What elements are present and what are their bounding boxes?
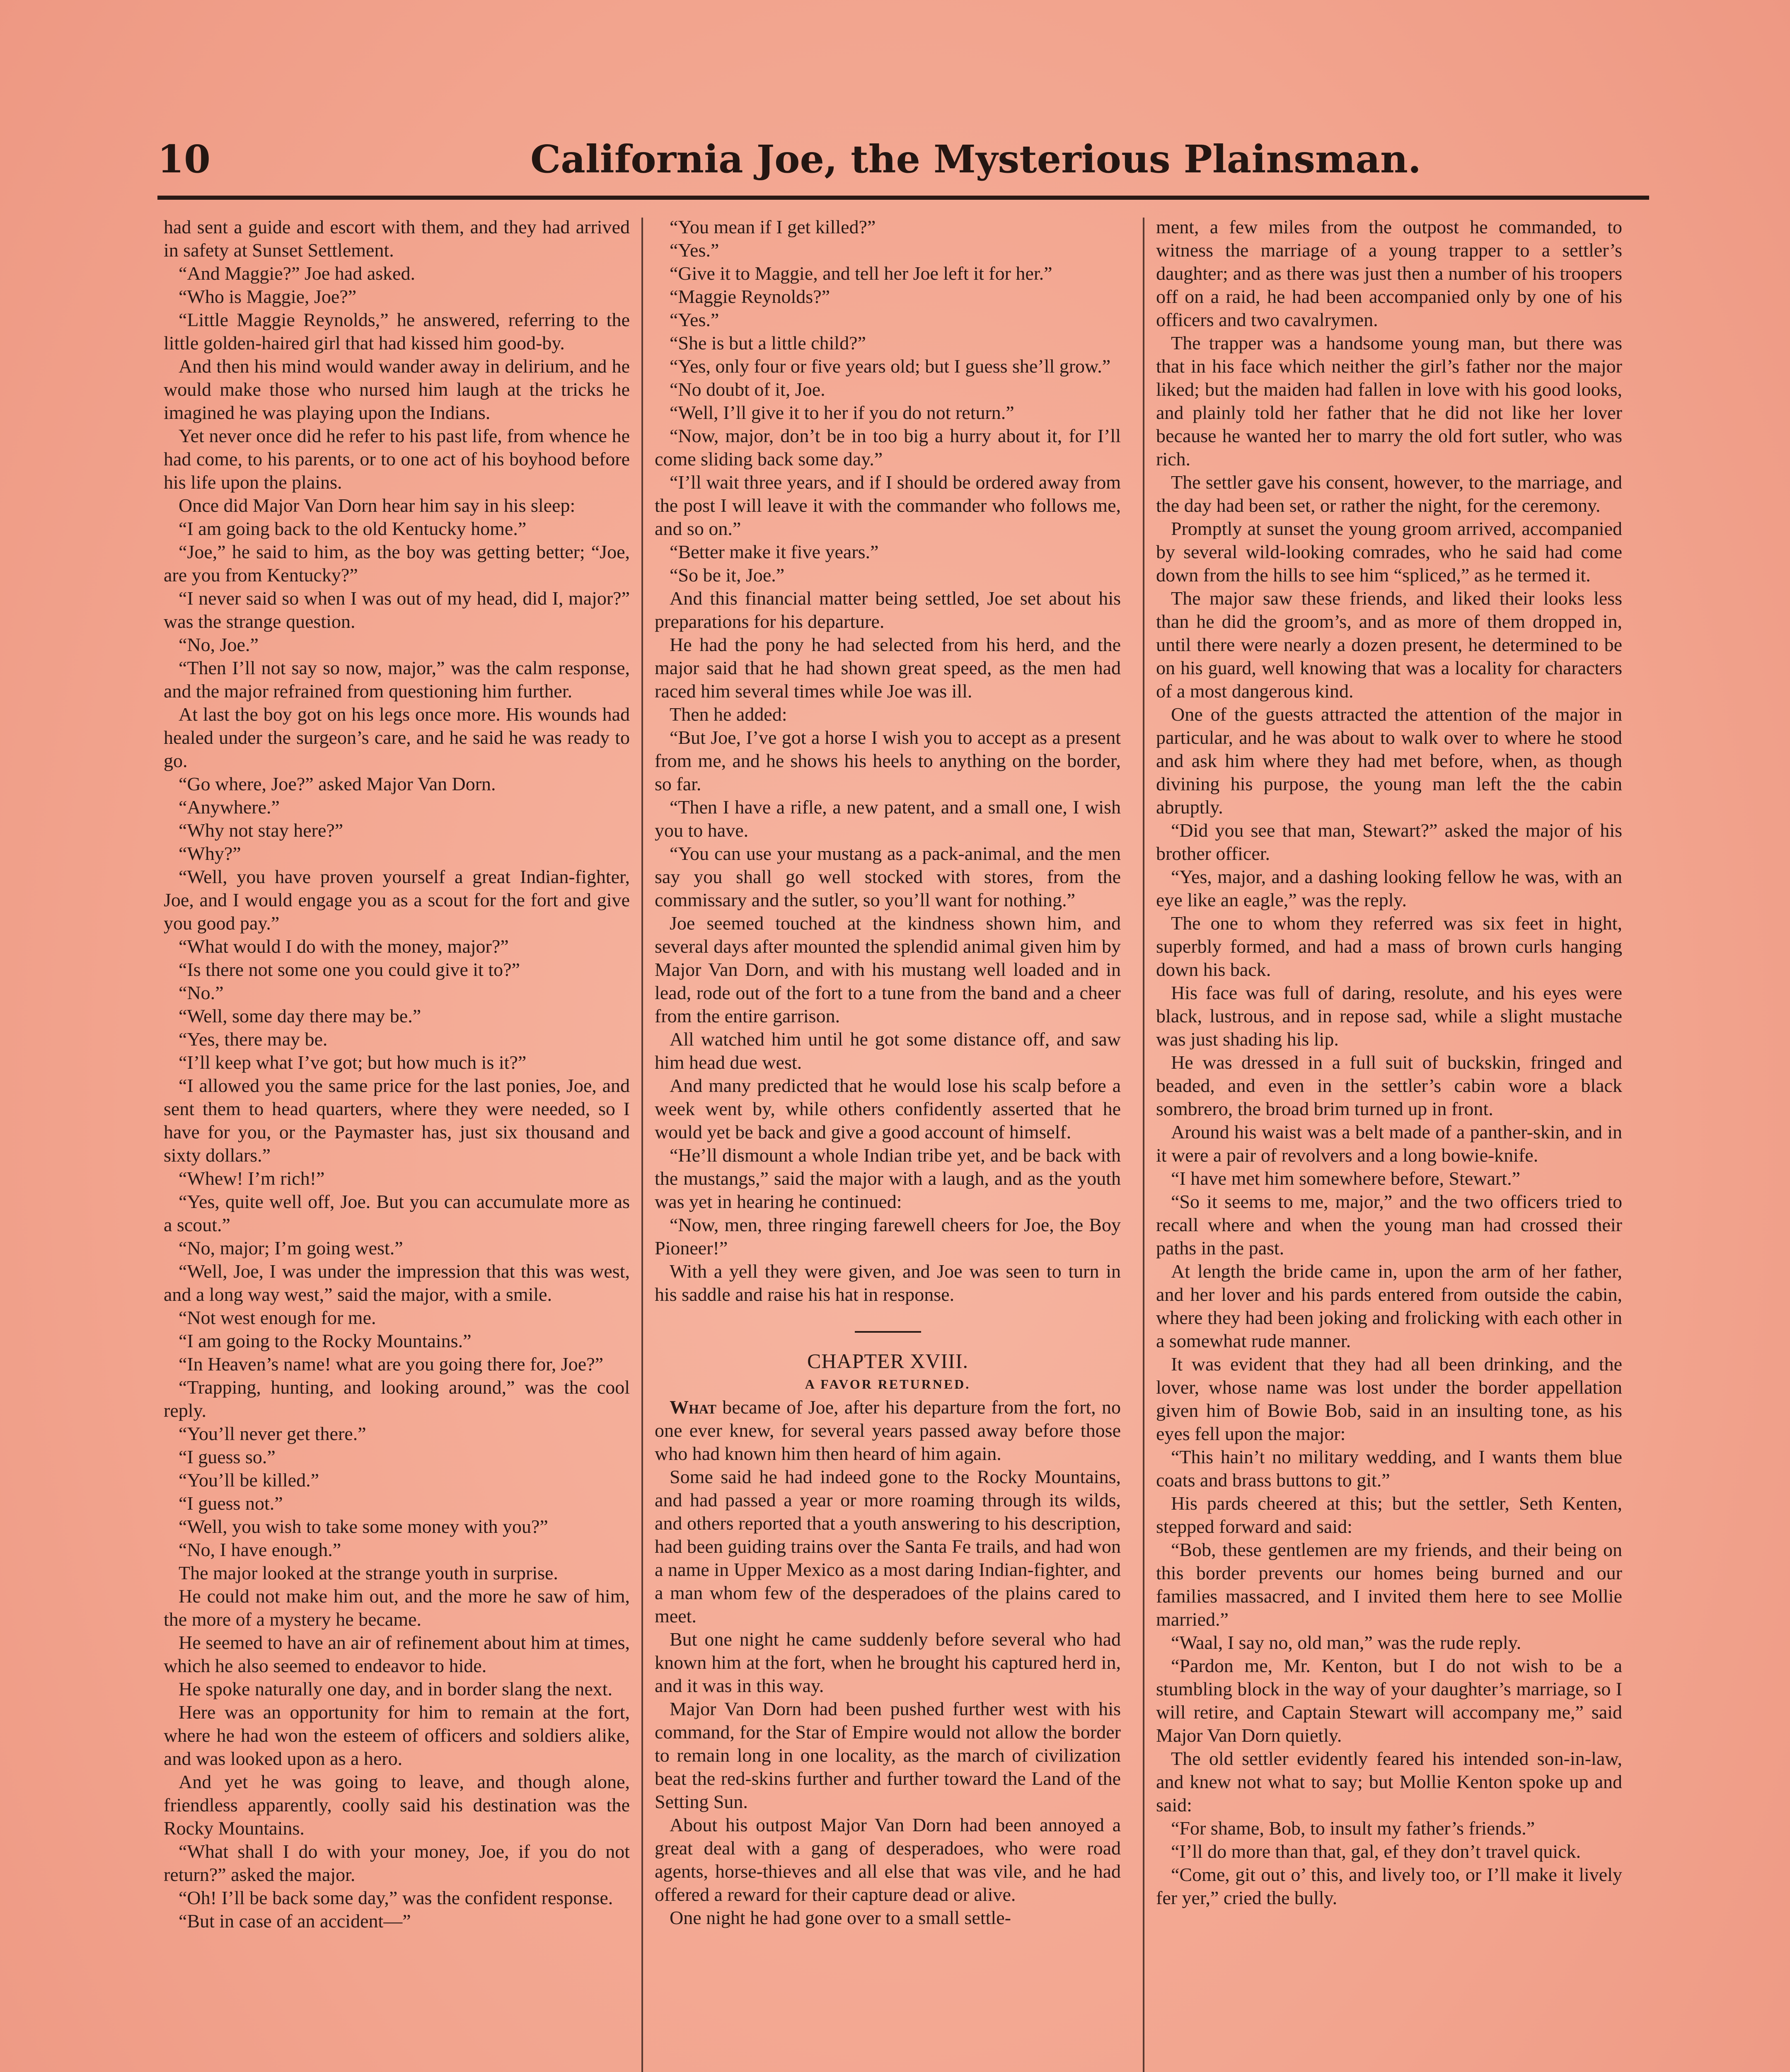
column-divider bbox=[641, 218, 643, 2072]
paragraph: “But Joe, I’ve got a horse I wish you to accept as a present from me, and he shows his heels to anything on the border, so far. bbox=[655, 727, 1121, 794]
paragraph: “Whew! I’m rich!” bbox=[179, 1168, 325, 1189]
header-rule bbox=[157, 196, 1649, 200]
paragraph: “For shame, Bob, to insult my father’s friends.” bbox=[1171, 1818, 1535, 1839]
paragraph: “This hain’t no military wedding, and I wants them blue coats and brass buttons to git.” bbox=[1156, 1446, 1622, 1491]
paragraph: “No.” bbox=[179, 982, 224, 1003]
text-column-3 bbox=[1156, 215, 1622, 2072]
paragraph: He could not make him out, and the more he saw of him, the more of a mystery he became. bbox=[164, 1585, 630, 1630]
paragraph: Once did Major Van Dorn hear him say in his sleep: bbox=[179, 495, 576, 516]
paragraph: had sent a guide and escort with them, and they had arrived in safety at Sunset Settlement. bbox=[164, 216, 630, 261]
paragraph: Here was an opportunity for him to remain at the fort, where he had won the esteem of officers and soldiers alike, and was looked upon as a hero. bbox=[164, 1702, 630, 1769]
paragraph: “Better make it five years.” bbox=[670, 541, 879, 562]
paragraph: “Little Maggie Reynolds,” he answered, referring to the little golden-haired girl that had kissed him good-by. bbox=[164, 309, 630, 353]
paragraph: “He’ll dismount a whole Indian tribe yet, and be back with the mustangs,” said the major with a laugh, and as the youth was yet in hearing he continued: bbox=[655, 1145, 1121, 1212]
paragraph: “Bob, these gentlemen are my friends, and their being on this border prevents our homes being burned and our families massacred, and I invited them here to see Mollie married.” bbox=[1156, 1539, 1622, 1630]
text-column-2 bbox=[655, 215, 1121, 2072]
paragraph: “Well, some day there may be.” bbox=[179, 1005, 421, 1026]
paragraph: “Yes, major, and a dashing looking fellow he was, with an eye like an eagle,” was the reply. bbox=[1156, 866, 1622, 910]
paragraph: With a yell they were given, and Joe was seen to turn in his saddle and raise his hat in response. bbox=[655, 1261, 1121, 1305]
paragraph: “You can use your mustang as a pack-animal, and the men say you shall go well stocked with stores, from the commissary and the sutler, so you’ll want for nothing.” bbox=[655, 843, 1121, 910]
paragraph: One night he had gone over to a small settle- bbox=[670, 1907, 1011, 1928]
paragraph: “I have met him somewhere before, Stewart.” bbox=[1171, 1168, 1520, 1189]
paragraph: “Why?” bbox=[179, 843, 241, 864]
paragraph: “Go where, Joe?” asked Major Van Dorn. bbox=[179, 773, 496, 794]
paragraph: “No doubt of it, Joe. bbox=[670, 379, 825, 400]
paragraph: “I never said so when I was out of my head, did I, major?” was the strange question. bbox=[164, 588, 630, 632]
paragraph: “No, Joe.” bbox=[179, 634, 259, 655]
paragraph: “Is there not some one you could give it to?” bbox=[179, 959, 520, 980]
paragraph: Yet never once did he refer to his past life, from whence he had come, to his parents, or to one act of his boyhood before his life upon the plains. bbox=[164, 425, 630, 493]
page-number: 10 bbox=[157, 137, 211, 182]
paragraph: Joe seemed touched at the kindness shown him, and several days after mounted the splendid animal given him by Major Van Dorn, and with his mustang well loaded and in lead, rode out of the fort to a tune from the band and a cheer from the entire garrison. bbox=[655, 913, 1121, 1026]
running-title: California Joe, the Mysterious Plainsman. bbox=[530, 137, 1421, 182]
lead-rest: became of Joe, after his departure from the fort, no one ever knew, for several years passed away before those who had known him then heard of him again. bbox=[655, 1397, 1121, 1464]
paragraph: “So it seems to me, major,” and the two officers tried to recall where and when the young man had crossed their paths in the past. bbox=[1156, 1191, 1622, 1259]
paragraph: “In Heaven’s name! what are you going there for, Joe?” bbox=[179, 1353, 604, 1375]
paragraph: And many predicted that he would lose his scalp before a week went by, while others confidently asserted that he would yet be back and give a good account of himself. bbox=[655, 1075, 1121, 1143]
paragraph: “And Maggie?” Joe had asked. bbox=[179, 263, 415, 284]
paragraph: “I’ll do more than that, gal, ef they don’t travel quick. bbox=[1171, 1841, 1581, 1862]
paragraph: And yet he was going to leave, and though alone, friendless apparently, coolly said his destination was the Rocky Mountains. bbox=[164, 1771, 630, 1839]
paragraph: “Trapping, hunting, and looking around,” was the cool reply. bbox=[164, 1377, 630, 1421]
paragraph: Then he added: bbox=[670, 704, 787, 725]
paragraph: “No, major; I’m going west.” bbox=[179, 1237, 403, 1259]
chapter-subheading: A FAVOR RETURNED. bbox=[805, 1377, 971, 1392]
paragraph: “Yes, only four or five years old; but I guess she’ll grow.” bbox=[670, 356, 1111, 377]
paragraph: “I’ll keep what I’ve got; but how much is it?” bbox=[179, 1052, 527, 1073]
paragraph: It was evident that they had all been drinking, and the lover, whose name was lost under the border appellation given him of Bowie Bob, said in an insulting tone, as his eyes fell upon the major: bbox=[1156, 1353, 1622, 1444]
paragraph: At last the boy got on his legs once more. His wounds had healed under the surgeon’s care, and he said he was ready to go. bbox=[164, 704, 630, 771]
paragraph: “Yes, there may be. bbox=[179, 1029, 328, 1050]
paragraph: The old settler evidently feared his intended son-in-law, and knew not what to say; but Mollie Kenton spoke up and said: bbox=[1156, 1748, 1622, 1815]
paragraph: He spoke naturally one day, and in border slang the next. bbox=[179, 1678, 613, 1699]
paragraph: “Anywhere.” bbox=[179, 796, 280, 818]
paragraph: “What shall I do with your money, Joe, if you do not return?” asked the major. bbox=[164, 1841, 630, 1885]
paragraph: He had the pony he had selected from his herd, and the major said that he had shown great speed, as the men had raced him several times while Joe was ill. bbox=[655, 634, 1121, 702]
paragraph: He was dressed in a full suit of buckskin, fringed and beaded, and even in the settler’s cabin wore a black sombrero, the broad brim turned up in front. bbox=[1156, 1052, 1622, 1119]
paragraph: The settler gave his consent, however, to the marriage, and the day had been set, or rather the night, for the ceremony. bbox=[1156, 472, 1622, 516]
column-divider bbox=[1143, 218, 1144, 2072]
paragraph: The trapper was a handsome young man, but there was that in his face which neither the girl’s father nor the major liked; but the maiden had fallen in love with his good looks, and plainly told her father that he did not like her lover because he wanted her to marry the old fort sutler, who was rich. bbox=[1156, 332, 1622, 470]
paragraph: “Maggie Reynolds?” bbox=[670, 286, 830, 307]
paragraph: “I allowed you the same price for the last ponies, Joe, and sent them to head quarters, where they were needed, so I have for you, or the Paymaster has, just six thousand and sixty dollars.” bbox=[164, 1075, 630, 1166]
paragraph: “Who is Maggie, Joe?” bbox=[179, 286, 357, 307]
paragraph: He seemed to have an air of refinement about him at times, which he also seemed to endeavor to hide. bbox=[164, 1632, 630, 1676]
paragraph: And then his mind would wander away in delirium, and he would make those who nursed him laugh at the tricks he imagined he was playing upon the Indians. bbox=[164, 356, 630, 423]
paragraph: “Did you see that man, Stewart?” asked the major of his brother officer. bbox=[1156, 820, 1622, 864]
paragraph: His pards cheered at this; but the settler, Seth Kenten, stepped forward and said: bbox=[1156, 1493, 1622, 1537]
paragraph: “But in case of an accident—” bbox=[179, 1910, 411, 1932]
paragraph: “No, I have enough.” bbox=[179, 1539, 341, 1560]
paragraph: “Not west enough for me. bbox=[179, 1307, 376, 1328]
text-column-1 bbox=[164, 215, 630, 2072]
paragraph: At length the bride came in, upon the arm of her father, and her lover and his pards entered from outside the cabin, where they had been joking and frolicking with each other in a somewhat rude manner. bbox=[1156, 1261, 1622, 1351]
paragraph: The major looked at the strange youth in surprise. bbox=[179, 1562, 558, 1583]
paragraph: “What would I do with the money, major?” bbox=[179, 936, 509, 957]
paragraph: “I’ll wait three years, and if I should be ordered away from the post I will leave it with the commander who follows me, and so on.” bbox=[655, 472, 1121, 539]
paragraph: “I am going to the Rocky Mountains.” bbox=[179, 1330, 472, 1351]
paragraph: “So be it, Joe.” bbox=[670, 564, 785, 586]
paragraph: “Well, you wish to take some money with you?” bbox=[179, 1516, 548, 1537]
paragraph: One of the guests attracted the attention of the major in particular, and he was about to walk over to where he stood and ask him where they had met before, when, as though divining his purpose, the young man left the the cabin abruptly. bbox=[1156, 704, 1622, 818]
paragraph: “I am going back to the old Kentucky home.” bbox=[179, 518, 527, 539]
paragraph: “Now, major, don’t be in too big a hurry about it, for I’ll come sliding back some day.” bbox=[655, 425, 1121, 470]
paragraph: Major Van Dorn had been pushed further west with his command, for the Star of Empire would not allow the border to remain long in one locality, as the march of civilization beat the red-skins further and further toward the Land of the Setting Sun. bbox=[655, 1698, 1121, 1812]
column-2-bottom-text bbox=[655, 1465, 1121, 1929]
paragraph: All watched him until he got some distance off, and saw him head due west. bbox=[655, 1029, 1121, 1073]
paragraph: “Yes.” bbox=[670, 240, 719, 261]
page-header bbox=[157, 137, 1649, 186]
paragraph: “Oh! I’ll be back some day,” was the confident response. bbox=[179, 1887, 613, 1908]
paragraph: “Why not stay here?” bbox=[179, 820, 343, 841]
paragraph: “Then I have a rifle, a new patent, and a small one, I wish you to have. bbox=[655, 796, 1121, 841]
paragraph: “You mean if I get killed?” bbox=[670, 216, 876, 237]
paragraph: “Joe,” he said to him, as the boy was getting better; “Joe, are you from Kentucky?” bbox=[164, 541, 630, 586]
paragraph: And this financial matter being settled, Joe set about his preparations for his departure. bbox=[655, 588, 1121, 632]
paragraph: Promptly at sunset the young groom arrived, accompanied by several wild-looking comrades, who he said had come down from the hills to see him “spliced,” as he termed it. bbox=[1156, 518, 1622, 586]
paragraph: “I guess not.” bbox=[179, 1493, 283, 1514]
paragraph: “You’ll never get there.” bbox=[179, 1423, 366, 1444]
paragraph: “Yes.” bbox=[670, 309, 719, 330]
paragraph: “Give it to Maggie, and tell her Joe left it for her.” bbox=[670, 263, 1052, 284]
paragraph: “Come, git out o’ this, and lively too, or I’ll make it lively fer yer,” cried the bully. bbox=[1156, 1864, 1622, 1908]
paragraph: Around his waist was a belt made of a panther-skin, and in it were a pair of revolvers and a long bowie-knife. bbox=[1156, 1121, 1622, 1166]
lead-word: What bbox=[670, 1397, 716, 1418]
paragraph: “Now, men, three ringing farewell cheers for Joe, the Boy Pioneer!” bbox=[655, 1214, 1121, 1259]
paragraph: But one night he came suddenly before several who had known him at the fort, when he brought his captured herd in, and it was in this way. bbox=[655, 1629, 1121, 1696]
chapter-heading: CHAPTER XVIII. bbox=[807, 1349, 968, 1372]
paragraph: “Well, Joe, I was under the impression that this was west, and a long way west,” said the major, with a smile. bbox=[164, 1261, 630, 1305]
column-2-top-text bbox=[655, 215, 1121, 1306]
paragraph: “Yes, quite well off, Joe. But you can accumulate more as a scout.” bbox=[164, 1191, 630, 1235]
paragraph: Some said he had indeed gone to the Rocky Mountains, and had passed a year or more roaming through its wilds, and others reported that a youth answering to his description, had been guiding trains over the Santa Fe trails, and had won a name in Upper Mexico as a most daring Indian-fighter, and a man whom few of the desperadoes of the plains cared to meet. bbox=[655, 1466, 1121, 1627]
paragraph: “Well, you have proven yourself a great Indian-fighter, Joe, and I would engage you as a scout for the fort and give you good pay.” bbox=[164, 866, 630, 934]
paragraph: His face was full of daring, resolute, and his eyes were black, lustrous, and in repose sad, while a slight mustache was just shading his lip. bbox=[1156, 982, 1622, 1050]
paragraph: “I guess so.” bbox=[179, 1446, 276, 1467]
chapter-separator bbox=[855, 1331, 921, 1333]
paragraph: “Well, I’ll give it to her if you do not return.” bbox=[670, 402, 1014, 423]
paragraph: “Waal, I say no, old man,” was the rude reply. bbox=[1171, 1632, 1522, 1653]
paragraph: The major saw these friends, and liked their looks less than he did the groom’s, and as more of them dropped in, until there were nearly a dozen present, he determined to be on his guard, well knowing that was a locality for characters of a most dangerous kind. bbox=[1156, 588, 1622, 702]
paragraph: “You’ll be killed.” bbox=[179, 1469, 319, 1491]
chapter-opening-paragraph bbox=[655, 1396, 1121, 1465]
paragraph: “She is but a little child?” bbox=[670, 332, 866, 353]
paragraph: “Then I’ll not say so now, major,” was the calm response, and the major refrained from questioning him further. bbox=[164, 657, 630, 702]
paragraph: The one to whom they referred was six feet in hight, superbly formed, and had a mass of brown curls hanging down his back. bbox=[1156, 913, 1622, 980]
paragraph: ment, a few miles from the outpost he commanded, to witness the marriage of a young trapper to a settler’s daughter; and as there was just then a number of his troopers off on a raid, he had been accompanied only by one of his officers and two cavalrymen. bbox=[1156, 216, 1622, 330]
paragraph: About his outpost Major Van Dorn had been annoyed a great deal with a gang of desperadoes, who were road agents, horse-thieves and all else that was vile, and he had offered a reward for their capture dead or alive. bbox=[655, 1814, 1121, 1905]
paragraph: “Pardon me, Mr. Kenton, but I do not wish to be a stumbling block in the way of your daughter’s marriage, so I will retire, and Captain Stewart will accompany me,” said Major Van Dorn quietly. bbox=[1156, 1655, 1622, 1746]
